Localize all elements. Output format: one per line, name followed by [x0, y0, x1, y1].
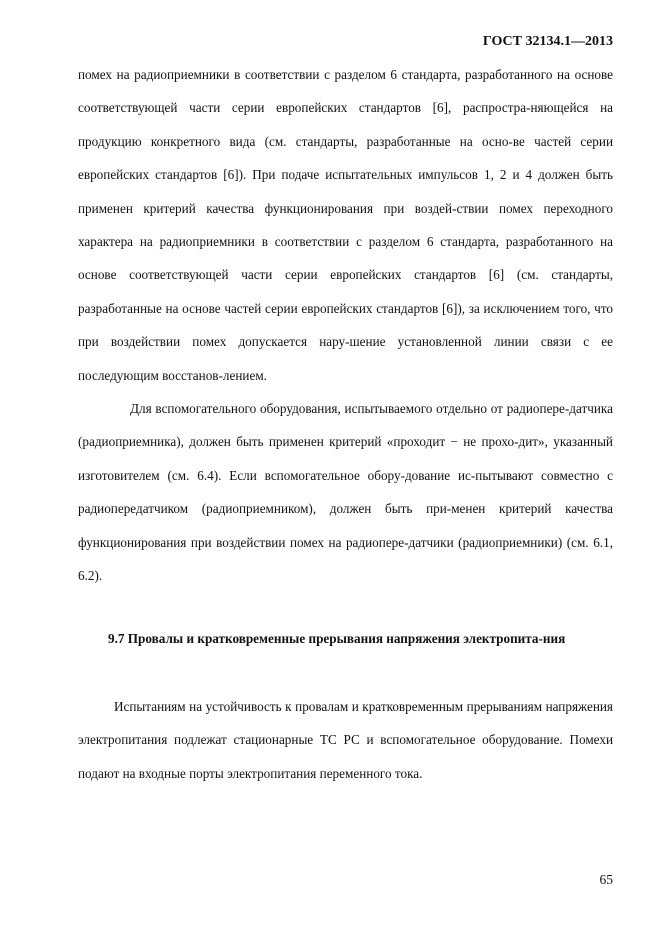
body-paragraph-1: помех на радиоприемники в соответствии с разделом 6 стандарта, разработанного на основе соответствующей части серии европейских стандартов [6], распростра-няющейся на продукцию конкретного вида (см. стандарты, разработанные на осно-ве частей серии европейских стандартов [6]). При подаче испытательных импульсов 1, 2 и 4 должен быть применен критерий качества функционирования при воздей-ствии помех переходного характера на радиоприемники в соответствии с разделом 6 стандарта, разработанного на основе соответствующей части серии европейских стандартов [6] (см. стандарты, разработанные на основе частей серии европейских стандартов [6]), за исключением того, что при воздействии помех допускается нару-шение установленной линии связи с ее последующим восстанов-лением.: [78, 67, 613, 383]
section-heading: 9.7 Провалы и кратковременные прерывания напряжения электропита-ния: [108, 631, 566, 646]
body-paragraph-2: Для вспомогательного оборудования, испытываемого отдельно от радиопере-датчика (радиоприемника), должен быть применен критерий «проходит − не прохо-дит», указанный изготовителем (см. 6.4). Если вспомогательное обору-дование ис-пытывают совместно с радиопередатчиком (радиоприемником), должен быть при-менен критерий качества функционирования при воздействии помех на радиопере-датчики (радиоприемники) (см. 6.1, 6.2).: [78, 401, 613, 584]
page-number: 65: [599, 872, 613, 887]
body-paragraph-3: Испытаниям на устойчивость к провалам и кратковременным прерываниям напряжения электропитания подлежат стационарные ТС РС и вспомогательное оборудование. Помехи подают на входные порты электропитания переменного тока.: [78, 699, 613, 781]
document-code-header: ГОСТ 32134.1—2013: [482, 34, 613, 49]
